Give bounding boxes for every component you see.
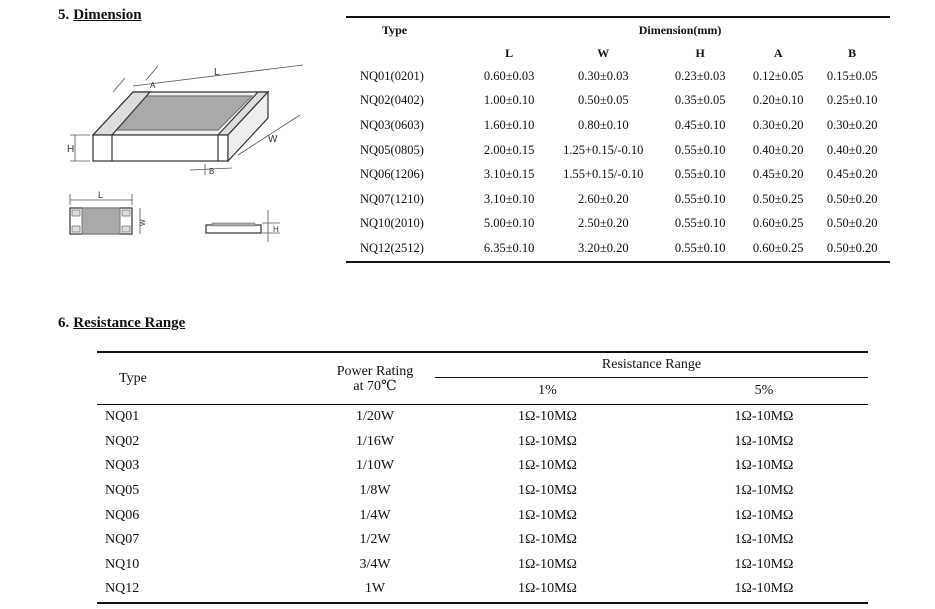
dim-cell: 0.60±0.25 [742, 236, 814, 262]
dim-cell: 0.25±0.10 [826, 93, 878, 108]
dim-cell: 1.25+0.15/-0.10 [563, 142, 644, 157]
dim-col-H: H [695, 45, 705, 60]
label-W-top: W [140, 219, 147, 226]
chip-3d-view [93, 92, 268, 161]
tolerance-1pct-header: 1% [435, 378, 660, 405]
dim-col-L: L [505, 45, 514, 60]
dim-type-cell: NQ06(1206) [360, 167, 424, 182]
tolerance-5pct-header: 5% [660, 378, 868, 405]
dim-col-B: B [848, 45, 857, 60]
resistance-range-table [97, 351, 868, 604]
power-cell: 1/20W [355, 409, 395, 425]
dim-cell: 0.50±0.20 [814, 236, 890, 262]
table-row [97, 528, 868, 553]
dim-cell: 3.20±0.20 [548, 236, 658, 262]
resistance-range-header: Resistance Range [435, 352, 868, 378]
range-5pct-cell: 1Ω-10MΩ [734, 556, 794, 572]
dim-cell: 0.30±0.20 [752, 117, 804, 132]
dim-cell: 0.55±0.10 [674, 167, 726, 182]
dim-cell: 0.30±0.20 [826, 117, 878, 132]
power-cell: 1/16W [355, 433, 395, 449]
dim-cell: 5.00±0.10 [483, 216, 535, 231]
section-5-heading: Dimension [73, 7, 142, 23]
dim-cell: 0.45±0.20 [752, 167, 804, 182]
label-B: B [209, 167, 215, 176]
dim-cell: 0.55±0.10 [658, 236, 742, 262]
dim-cell: 0.60±0.03 [483, 68, 535, 83]
range-1pct-cell: 1Ω-10MΩ [518, 507, 577, 523]
label-L-top: L [98, 190, 104, 200]
range-5pct-cell: 1Ω-10MΩ [734, 458, 794, 474]
range-5pct-cell: 1Ω-10MΩ [660, 577, 868, 603]
table-row [97, 503, 868, 528]
resistor-dimension-diagram [0, 0, 345, 250]
section-6-number: 6. [58, 315, 70, 331]
dim-cell: 0.50±0.05 [577, 93, 629, 108]
table-row [97, 553, 868, 578]
res-type-cell: NQ03 [105, 458, 140, 474]
res-type-cell: NQ10 [105, 556, 140, 572]
dim-cell: 0.55±0.10 [674, 142, 726, 157]
table-row [97, 430, 868, 455]
table-row [346, 187, 890, 212]
power-cell: 1/4W [359, 507, 391, 523]
power-rating-line1: Power Rating [336, 363, 414, 379]
table-row [346, 138, 890, 163]
dim-cell: 0.50±0.25 [752, 191, 804, 206]
dim-type-cell: NQ12(2512) [346, 236, 470, 262]
dim-type-header: Type [346, 17, 470, 42]
res-type-cell: NQ02 [105, 433, 140, 449]
label-H: H [67, 144, 75, 155]
res-type-cell: NQ12 [97, 577, 315, 603]
dim-group-header: Dimension(mm) [470, 17, 890, 42]
power-cell: 1/8W [359, 483, 391, 499]
dim-col-A: A [773, 45, 783, 60]
dim-cell: 0.55±0.10 [674, 191, 726, 206]
table-row [346, 162, 890, 187]
section-6-title [58, 315, 185, 332]
range-1pct-cell: 1Ω-10MΩ [518, 458, 577, 474]
dim-type-cell: NQ07(1210) [360, 191, 424, 206]
dim-cell: 0.45±0.10 [674, 117, 726, 132]
range-1pct-cell: 1Ω-10MΩ [518, 433, 577, 449]
table-row [97, 479, 868, 504]
dim-cell: 3.10±0.10 [483, 191, 535, 206]
power-rating-header [315, 352, 435, 405]
dim-cell: 6.35±0.10 [470, 236, 548, 262]
dim-cell: 1.00±0.10 [483, 93, 535, 108]
dim-cell: 0.40±0.20 [752, 142, 804, 157]
dim-cell: 0.40±0.20 [826, 142, 878, 157]
dim-cell: 0.60±0.25 [752, 216, 804, 231]
dim-cell: 2.60±0.20 [577, 191, 629, 206]
dim-cell: 0.35±0.05 [674, 93, 726, 108]
table-row [346, 236, 890, 262]
dim-cell: 2.00±0.15 [483, 142, 535, 157]
range-1pct-cell: 1Ω-10MΩ [435, 577, 660, 603]
res-type-cell: NQ06 [105, 507, 140, 523]
range-1pct-cell: 1Ω-10MΩ [518, 556, 577, 572]
dim-cell: 0.12±0.05 [752, 68, 804, 83]
res-type-cell: NQ05 [105, 483, 140, 499]
dim-cell: 0.15±0.05 [826, 68, 878, 83]
label-W: W [268, 134, 278, 145]
power-cell: 1/2W [359, 532, 391, 548]
range-1pct-cell: 1Ω-10MΩ [518, 409, 577, 425]
section-5-number: 5. [58, 7, 70, 23]
dim-cell: 0.45±0.20 [826, 167, 878, 182]
range-5pct-cell: 1Ω-10MΩ [734, 532, 794, 548]
range-1pct-cell: 1Ω-10MΩ [518, 483, 577, 499]
section-6-heading: Resistance Range [73, 315, 186, 331]
chip-top-view [70, 194, 140, 234]
dim-type-cell: NQ02(0402) [360, 93, 424, 108]
dim-type-cell: NQ03(0603) [360, 117, 424, 132]
res-type-cell: NQ01 [105, 409, 140, 425]
dim-type-cell: NQ05(0805) [360, 142, 424, 157]
table-row [346, 89, 890, 114]
table-row [97, 577, 868, 603]
dim-cell: 1.55+0.15/-0.10 [563, 167, 644, 182]
table-row [346, 113, 890, 138]
dim-cell: 1.60±0.10 [483, 117, 535, 132]
dim-type-cell: NQ01(0201) [360, 68, 424, 83]
label-A: A [150, 81, 156, 90]
range-5pct-cell: 1Ω-10MΩ [734, 433, 794, 449]
dim-cell: 0.20±0.10 [752, 93, 804, 108]
dim-cell: 0.23±0.03 [674, 68, 726, 83]
table-row [97, 405, 868, 430]
power-cell: 1/10W [355, 458, 395, 474]
table-row [97, 454, 868, 479]
dim-cell: 3.10±0.15 [483, 167, 535, 182]
table-row [346, 212, 890, 237]
power-rating-line2: at 70℃ [353, 378, 397, 394]
dim-type-cell: NQ10(2010) [360, 216, 424, 231]
label-H-side: H [273, 225, 279, 234]
res-type-header: Type [97, 352, 315, 405]
table-row [346, 64, 890, 89]
dim-cell: 0.50±0.20 [826, 191, 878, 206]
dim-cell: 2.50±0.20 [577, 216, 629, 231]
power-cell: 1W [315, 577, 435, 603]
label-L: L [214, 67, 220, 78]
range-5pct-cell: 1Ω-10MΩ [734, 409, 794, 425]
res-type-cell: NQ07 [105, 532, 140, 548]
dim-cell: 0.50±0.20 [826, 216, 878, 231]
chip-side-view [206, 210, 280, 242]
dim-cell: 0.80±0.10 [577, 117, 629, 132]
power-cell: 3/4W [359, 556, 391, 572]
dim-cell: 0.30±0.03 [577, 68, 629, 83]
range-5pct-cell: 1Ω-10MΩ [734, 507, 794, 523]
dim-cell: 0.55±0.10 [674, 216, 726, 231]
dim-col-W: W [597, 45, 610, 60]
range-1pct-cell: 1Ω-10MΩ [518, 532, 577, 548]
range-5pct-cell: 1Ω-10MΩ [734, 483, 794, 499]
dimension-table [346, 16, 890, 263]
